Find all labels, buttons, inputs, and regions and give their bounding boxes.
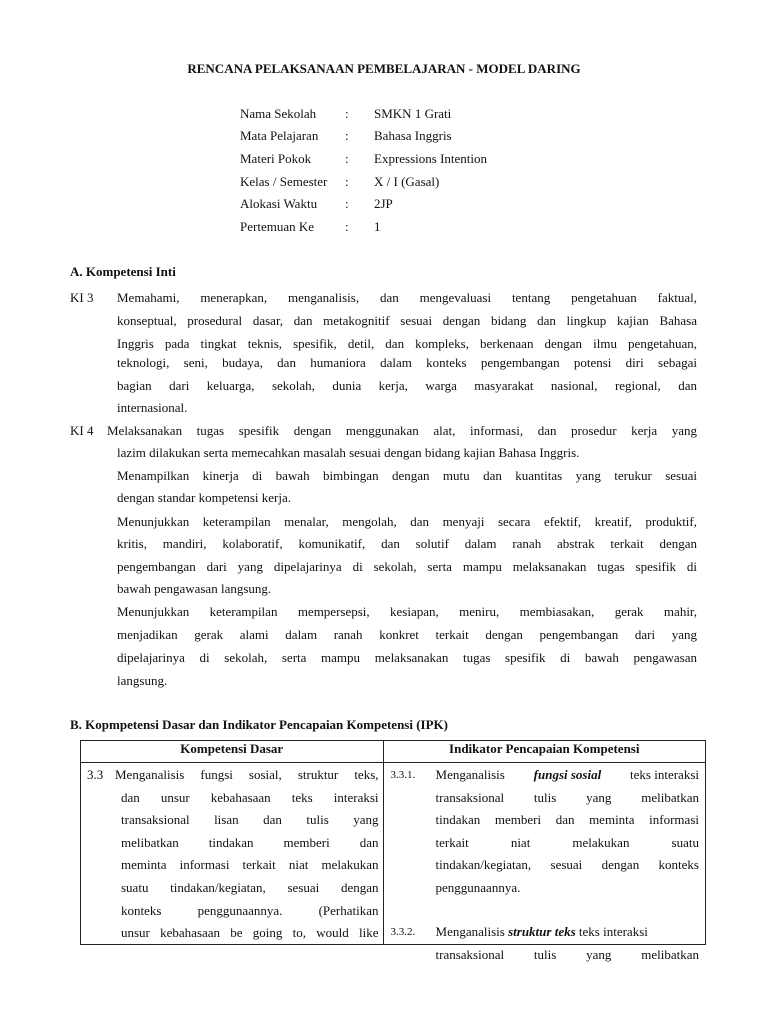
ki3-line: bagian dari keluarga, sekolah, dunia kerja, warga masyarakat nasional, regional, dan: [117, 378, 697, 393]
section-a-heading: A. Kompetensi Inti: [70, 264, 176, 279]
ki4-line: pengembangan dari yang dipelajarinya di sekolah, serta mampu melaksanakan tugas spesifik di: [117, 559, 697, 574]
info-value: 2JP: [374, 196, 393, 211]
ki3-line: Inggris pada tingkat teknis, spesifik, detil, dan kompleks, berkenaan dengan ilmu pengetahuan,: [117, 336, 697, 351]
ipk-line: penggunaannya.: [435, 879, 521, 895]
col-header-ipk: Indikator Pencapaian Kompetensi: [383, 741, 705, 763]
info-value: X / I (Gasal): [374, 174, 440, 189]
col-header-kd: Kompetensi Dasar: [81, 741, 384, 763]
kd-line: suatu tindakan/kegiatan, sesuai dengan: [121, 879, 379, 895]
ipk-first-line: [436, 764, 699, 787]
ipk-verb: Menganalisis: [435, 924, 505, 939]
ipk-emphasis: fungsi sosial: [533, 767, 602, 782]
ipk-line: transaksional tulis yang melibatkan: [435, 947, 699, 962]
ki4-line: kritis, mandiri, kolaboratif, komunikatif, dan solutif dalam ranah abstrak terkait dengan: [117, 536, 697, 551]
ki4-label: KI 4: [70, 423, 94, 438]
ki4-line: dipelajarinya di sekolah, serta mampu melaksanakan tugas spesifik di bawah pengawasan: [117, 650, 697, 665]
ipk-number: 3.3.2.: [390, 926, 416, 938]
info-label: Alokasi Waktu: [240, 196, 318, 211]
info-colon: :: [345, 196, 349, 211]
ipk-line: tindakan/kegiatan, sesuai dengan konteks: [435, 857, 699, 873]
info-colon: :: [345, 174, 349, 189]
kd-number: 3.3: [87, 767, 104, 782]
info-label: Materi Pokok: [240, 151, 312, 166]
table-header-row: [81, 741, 706, 763]
ki3-line: konseptual, prosedural dasar, dan metakognitif sesuai dengan bidang dan lingkup kajian Bahasa: [117, 313, 697, 328]
kd-line: melibatkan tindakan memberi dan: [121, 834, 379, 850]
ipk-line: terkait niat melakukan suatu: [435, 834, 699, 850]
ki4-line: Menunjukkan keterampilan menalar, mengolah, dan menyaji secara efektif, kreatif, produktif,: [117, 514, 697, 529]
kd-line: dan unsur kebahasaan teks interaksi: [121, 789, 379, 805]
ipk-line: transaksional tulis yang melibatkan: [435, 789, 699, 805]
competency-table: [80, 740, 706, 962]
info-value: Expressions Intention: [374, 151, 488, 166]
info-label: Kelas / Semester: [240, 174, 328, 189]
info-colon: :: [345, 151, 349, 166]
ipk-number: 3.3.1.: [390, 769, 416, 781]
info-colon: :: [345, 128, 349, 143]
info-label: Nama Sekolah: [240, 106, 317, 121]
info-label: Pertemuan Ke: [240, 219, 315, 234]
ki4-line: lazim dilakukan serta memecahkan masalah sesuai dengan bidang kajian Bahasa Inggris.: [117, 445, 580, 460]
ipk-first-line: [436, 921, 699, 944]
table-row: [81, 763, 706, 945]
info-value: Bahasa Inggris: [374, 128, 452, 143]
ki4-line: menjadikan gerak alami dalam ranah konkret terkait dengan pengembangan dari yang: [117, 627, 697, 642]
kd-line: unsur kebahasaan be going to, would like: [121, 925, 379, 941]
ki4-line: Melaksanakan tugas spesifik dengan menggunakan alat, informasi, dan prosedur kerja yang: [107, 423, 697, 438]
kd-line: Menganalisis fungsi sosial, struktur teks,: [115, 767, 379, 782]
ipk-cell: [383, 763, 705, 962]
info-label: Mata Pelajaran: [240, 128, 319, 143]
document-title: RENCANA PELAKSANAAN PEMBELAJARAN - MODEL DARING: [187, 61, 581, 76]
ipk-object: teks interaksi: [630, 767, 699, 782]
kd-line: transaksional lisan dan tulis yang: [121, 812, 379, 828]
kd-line: meminta informasi terkait niat melakukan: [121, 857, 379, 873]
ipk-verb: Menganalisis: [435, 767, 505, 782]
ipk-object: teks interaksi: [578, 924, 648, 939]
info-value: SMKN 1 Grati: [374, 106, 452, 121]
ki4-line: langsung.: [117, 673, 168, 688]
ki3-label: KI 3: [70, 290, 94, 305]
kd-line: konteks penggunaannya. (Perhatikan: [121, 902, 379, 918]
info-colon: :: [345, 219, 349, 234]
ki3-line: teknologi, seni, budaya, dan humaniora dalam konteks pengembangan potensi diri sebagai: [117, 355, 697, 370]
ki3-line: internasional.: [117, 400, 188, 415]
info-value: 1: [374, 219, 381, 234]
ki4-line: dengan standar kompetensi kerja.: [117, 490, 291, 505]
ipk-line: tindakan memberi dan meminta informasi: [435, 812, 699, 828]
section-b-heading: B. Kopmpetensi Dasar dan Indikator Pencapaian Kompetensi (IPK): [70, 717, 449, 732]
ki4-line: bawah pengawasan langsung.: [117, 581, 272, 596]
ipk-emphasis: struktur teks: [508, 924, 576, 939]
ki3-line: Memahami, menerapkan, menganalisis, dan mengevaluasi tentang pengetahuan faktual,: [117, 290, 697, 305]
ki4-line: Menampilkan kinerja di bawah bimbingan dengan mutu dan kuantitas yang terukur sesuai: [117, 468, 697, 483]
info-colon: :: [345, 106, 349, 121]
ki4-line: Menunjukkan keterampilan mempersepsi, kesiapan, meniru, membiasakan, gerak mahir,: [117, 604, 697, 619]
kd-cell: [81, 763, 384, 945]
